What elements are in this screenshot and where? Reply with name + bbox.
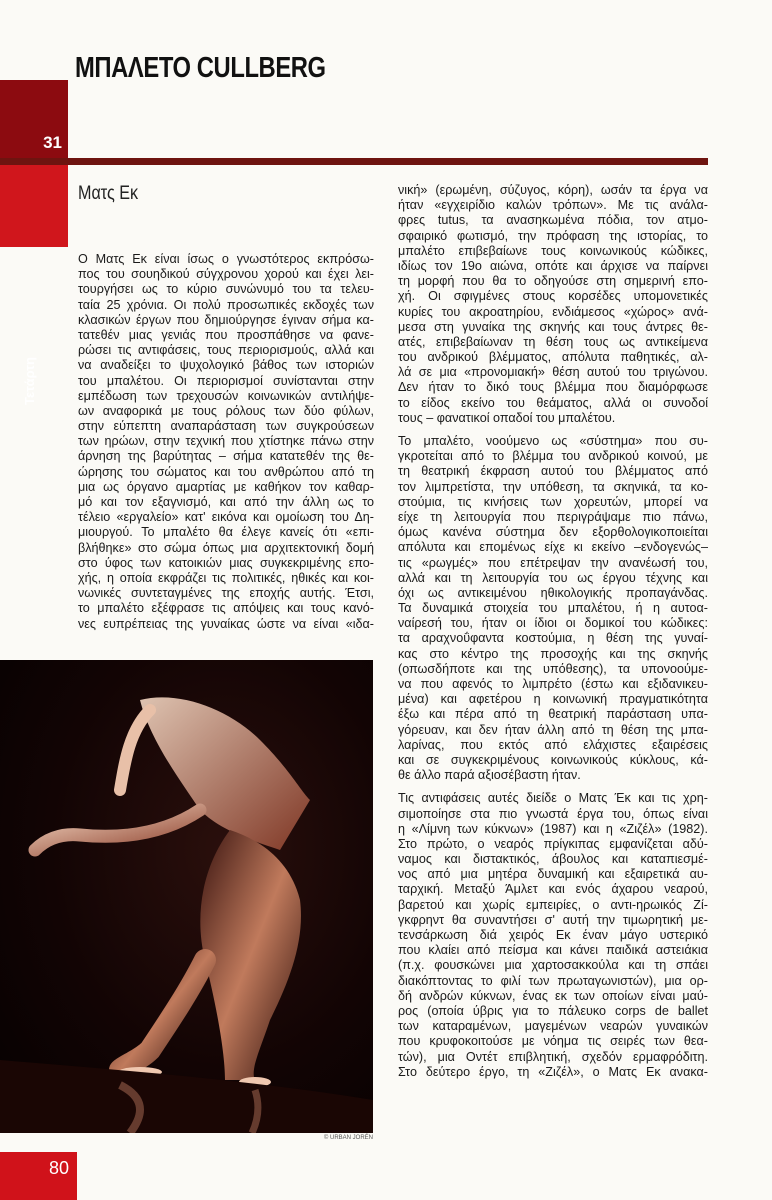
text-line: χής, η οποία εκφράζει τις πολιτικές, ηθικές και κοι- — [78, 570, 374, 585]
text-line: τον λιμπρετίστα, την υπόθεση, τα σκηνικά, τα κο- — [398, 479, 708, 494]
text-line: το είδος εκείνο του θεάματος, αλλά οι συνοδοί — [398, 395, 708, 410]
text-line: στην εύπεπτη αναπαράσταση των συγκρούσεων — [78, 419, 374, 434]
paragraph — [398, 791, 708, 1080]
text-line: σφαιρικό φωτισμό, την πρόφαση της ιστορίας, το — [398, 228, 708, 243]
text-line: εμπέδωση των τρεχουσών κοινωνικών αντιλήψε- — [78, 388, 374, 403]
text-line: το μπαλέτο εξέφρασε τις απόψεις και τους κανό- — [78, 601, 374, 616]
page-number-box — [0, 1152, 77, 1200]
text-line: τους – φανατικοί οπαδοί του μπαλέτου. — [398, 410, 616, 425]
text-line: ρώσει τις αντιφάσεις, τους περιορισμούς, αλλά και — [78, 343, 374, 358]
header-rule — [0, 158, 708, 165]
text-line: μιουργού. Το μπαλέτο θα έλεγε κανείς ότι «επι- — [78, 525, 374, 540]
text-line: τη θεατρική έκφραση αυτού του βλέμματος από — [398, 464, 708, 479]
text-line: όμως κανένα σύστημα δεν εξορθολογικοποιείται — [398, 525, 708, 540]
text-line: τών), μια Οντέτ επιβλητική, σχεδόν ερμαφρόδιτη. — [398, 1049, 708, 1064]
dancer-image — [0, 660, 373, 1133]
text-line: νος από μια μητέρα δυναμική και εξαιρετικά αυ- — [398, 867, 708, 882]
text-line: έξω και πέρα από τη θεατρική παράσταση υπα- — [398, 707, 708, 722]
paragraph — [398, 434, 708, 783]
text-line: διακόπτοντας το φιλί των πρωταγωνιστών), μια ορ- — [398, 973, 708, 988]
text-line: αλλά και τη λειτουργία του ως έργου τέχνης και — [398, 570, 708, 585]
text-line: τα αραχνοΰφαντα κοστούμια, η θέση της γυναί- — [398, 631, 708, 646]
text-line: απόλυτα και επομένως είχε κι εκείνο –ενδογενώς– — [398, 540, 708, 555]
text-line: ρος (οποία ύβρις για το πάλευκο corps de ballet — [398, 1003, 708, 1018]
text-line: και σε συγκεκριμένους κοινωνικούς κύκλους, κά- — [398, 752, 708, 767]
text-line: Το μπαλέτο, νοούμενο ως «σύστημα» που συ- — [398, 434, 708, 448]
text-line: βαρετού και χωρίς εμπειρίες, ο αντι-ηρωικός Ζί- — [398, 897, 708, 912]
text-line: θε άλλο παρά αξιοσέβαστη ήταν. — [398, 768, 581, 783]
text-line: πος του σουηδικού σύγχρονου χορού και έχει λει- — [78, 267, 374, 282]
page-number: 80 — [48, 1158, 69, 1178]
text-line: τατεθέν μιας γενιάς που προσπάθησε να φανε- — [78, 327, 374, 342]
text-line: είχε τη λειτουργία που περιγράψαμε πιο πάνω, — [398, 509, 708, 524]
text-line: του ανδρικού βλέμματος, απόλυτα παθητικές, αλ- — [398, 350, 708, 365]
text-line: φρες tutus, τα ανασηκωμένα πόδια, τον ατμο- — [398, 213, 708, 228]
dancer-photo — [0, 660, 373, 1133]
text-line: ταρχική. Μεταξύ Άμλετ και ενός άχαρου νεαρού, — [398, 882, 708, 897]
text-line: λαρίνας, που εκτός από ελάχιστες εξαιρέσεις — [398, 737, 708, 752]
left-column — [78, 252, 374, 640]
issue-number: 31 — [43, 133, 62, 152]
text-line: ων αναφορικά με τους ρόλους των δύο φύλων, — [78, 403, 374, 418]
text-line: ταία 25 χρόνια. Οι πολύ προσωπικές εκδοχές των — [78, 297, 374, 312]
text-line: χή. Οι σφιγμένες στους κορσέδες υπομονετικές — [398, 289, 708, 304]
text-line: (οπωσδήποτε και της υπόθεσης), τα υπονοούμε- — [398, 661, 708, 676]
text-line: κλασικών έργων που δημιούργησε έγιναν σήμα κα- — [78, 312, 374, 327]
text-line: να αναδείξει το ψυχολογικό βάθος των ιστοριών — [78, 358, 374, 373]
text-line: του μπαλέτου. Οι περιορισμοί συνίστανται στην — [78, 373, 374, 388]
text-line: των καταραμένων, μαγεμένων νεαρών γυναικών — [398, 1019, 708, 1034]
section-tab-red — [0, 165, 68, 405]
text-line: γκροτείται από το βλέμμα του ανδρικού κοινού, με — [398, 449, 708, 464]
text-line: Στο δεύτερο έργο, τη «Ζιζέλ», ο Ματς Εκ ανακα- — [398, 1064, 708, 1079]
text-line: Στο πρώτο, ο νεαρός πρίγκιπας εμφανίζεται αδύ- — [398, 836, 708, 851]
text-line: δή ανδρών κύκνων, ένας εκ των οποίων είναι μαύ- — [398, 988, 708, 1003]
text-line: ιδίως τον 19ο αιώνα, οπότε και άρχισε να παίρνει — [398, 258, 708, 273]
text-line: Τις αντιφάσεις αυτές διείδε ο Ματς Έκ και τις χρη- — [398, 791, 708, 806]
text-line: γόρευαν, και δεν ήταν άλλη από τη θέση της μπα- — [398, 722, 708, 737]
text-line: μό και τον εξαγνισμό, και από την άλλη ως το — [78, 495, 374, 509]
text-line: των ηρώων, στην τεχνική που χτίστηκε πάνω στην — [78, 434, 374, 449]
text-line: στούμια, τις κινήσεις των χορευτών, μπορεί να — [398, 494, 708, 509]
text-line: να που αφενός το λιμπρέτο (έστω και εξιδανικευ- — [398, 677, 708, 691]
text-line: μεσα στη γυναίκα της σκηνής και τους άντρες θε- — [398, 319, 708, 334]
text-line: κυρίες του ακροατηρίου, ενδιάμεσος «χώρος» ανά- — [398, 304, 708, 319]
right-column — [398, 183, 708, 1088]
text-line: νες ευπρέπειας της γυναίκας ώστε να είναι «ιδα- — [78, 616, 374, 631]
text-line: που κρυφοκοιτούσε με νόημα τις σειρές των θεα- — [398, 1034, 708, 1049]
text-line: όχι ως αντικειμένου ηθικολογικής προπαγάνδας. — [398, 585, 708, 600]
text-line: στο ύφος των κατοικιών μιας συγκεκριμένης επο- — [78, 555, 374, 570]
text-line: Ο Ματς Εκ είναι ίσως ο γνωστότερος εκπρόσω- — [78, 252, 374, 266]
text-line: Δεν ήταν το δικό τους βλέμμα που διαμόρφωσε — [398, 380, 708, 395]
text-line: μπαλέτο επιβεβαίωνε τους κοινωνικούς κώδικες, — [398, 243, 708, 258]
paragraph — [398, 183, 708, 426]
text-line: νική» (ερωμένη, σύζυγος, κόρη), ωσάν τα έργα να — [398, 183, 708, 197]
text-line: βλήθηκε» στο σώμα όπως μια αρχιτεκτονική δομή — [78, 540, 374, 555]
text-line: σιμοποίησε στα πιο γνωστά έργα του, όπως είναι — [398, 806, 708, 821]
photo-credit: © URBAN JORÉN — [323, 1135, 373, 1141]
text-line: ώρησης του σώματος και του ανθρώπου από τη — [78, 464, 374, 479]
text-line: τενσάρκωση διά χειρός Εκ έναν μάγο υστερικό — [398, 928, 708, 942]
paragraph — [78, 252, 374, 632]
text-line: ναμος και διστακτικός, άβουλος και καταπιεσμέ- — [398, 852, 708, 867]
text-line: Τα δυναμικά στοιχεία του μπαλέτου, ή η αυτοα- — [398, 601, 708, 616]
day-label: Τετάρτη — [22, 356, 37, 405]
text-line: ατές, επιβεβαίωναν τη θέση τους ως αντικείμενα — [398, 334, 708, 349]
text-line: άρνηση της βαρύτητας – σήμα κατατεθέν της θε- — [78, 449, 374, 464]
text-line: τη μορφή που θα το οδηγούσε στη σημερινή επο- — [398, 274, 708, 289]
text-line: νωνικές συντεταγμένες της εποχής αυτής. Έτσι, — [78, 586, 374, 601]
page-title: ΜΠΑΛΕΤΟ CULLBERG — [75, 52, 326, 84]
text-line: λά σε μια «προνομιακή» θέση αυτού του τριγώνου. — [398, 365, 708, 380]
text-line: γκφρηντ θα συναντήσει σ' αυτή την τιμωρητική με- — [398, 912, 708, 927]
text-line: τέλειο «εργαλείο» κατ' εικόνα και ομοίωση του Δη- — [78, 510, 374, 525]
text-line: τουργήσει ως το κύριο συνώνυμό του τα τελευ- — [78, 282, 374, 297]
text-line: τις «ρωγμές» που επέτρεψαν την ανανέωσή του, — [398, 555, 708, 570]
text-line: μια ως όργανο αμαρτίας με καθήκον τον καθαρ- — [78, 479, 374, 494]
text-line: που κλαίει από πείσμα και κάνει παιδικά αστειάκια — [398, 943, 708, 958]
text-line: κας στο κέντρο της προσοχής και της σκηνής — [398, 646, 708, 661]
text-line: ναίρεσή του, ήταν οι ίδιοι οι δομικοί του κώδικες: — [398, 616, 708, 631]
text-line: μένα) και αφετέρου η κοινωνική πραγματικότητα — [398, 692, 708, 707]
text-line: (π.χ. φουσκώνει μια χαρτοσακκούλα και τη σπάει — [398, 958, 708, 973]
article-subtitle: Ματς Εκ — [78, 183, 139, 204]
text-line: η «Λίμνη των κύκνων» (1987) και η «Ζιζέλ» (1982). — [398, 821, 708, 836]
text-line: ήταν «εγχειρίδιο καλών τρόπων». Με τις ανάλα- — [398, 198, 708, 213]
